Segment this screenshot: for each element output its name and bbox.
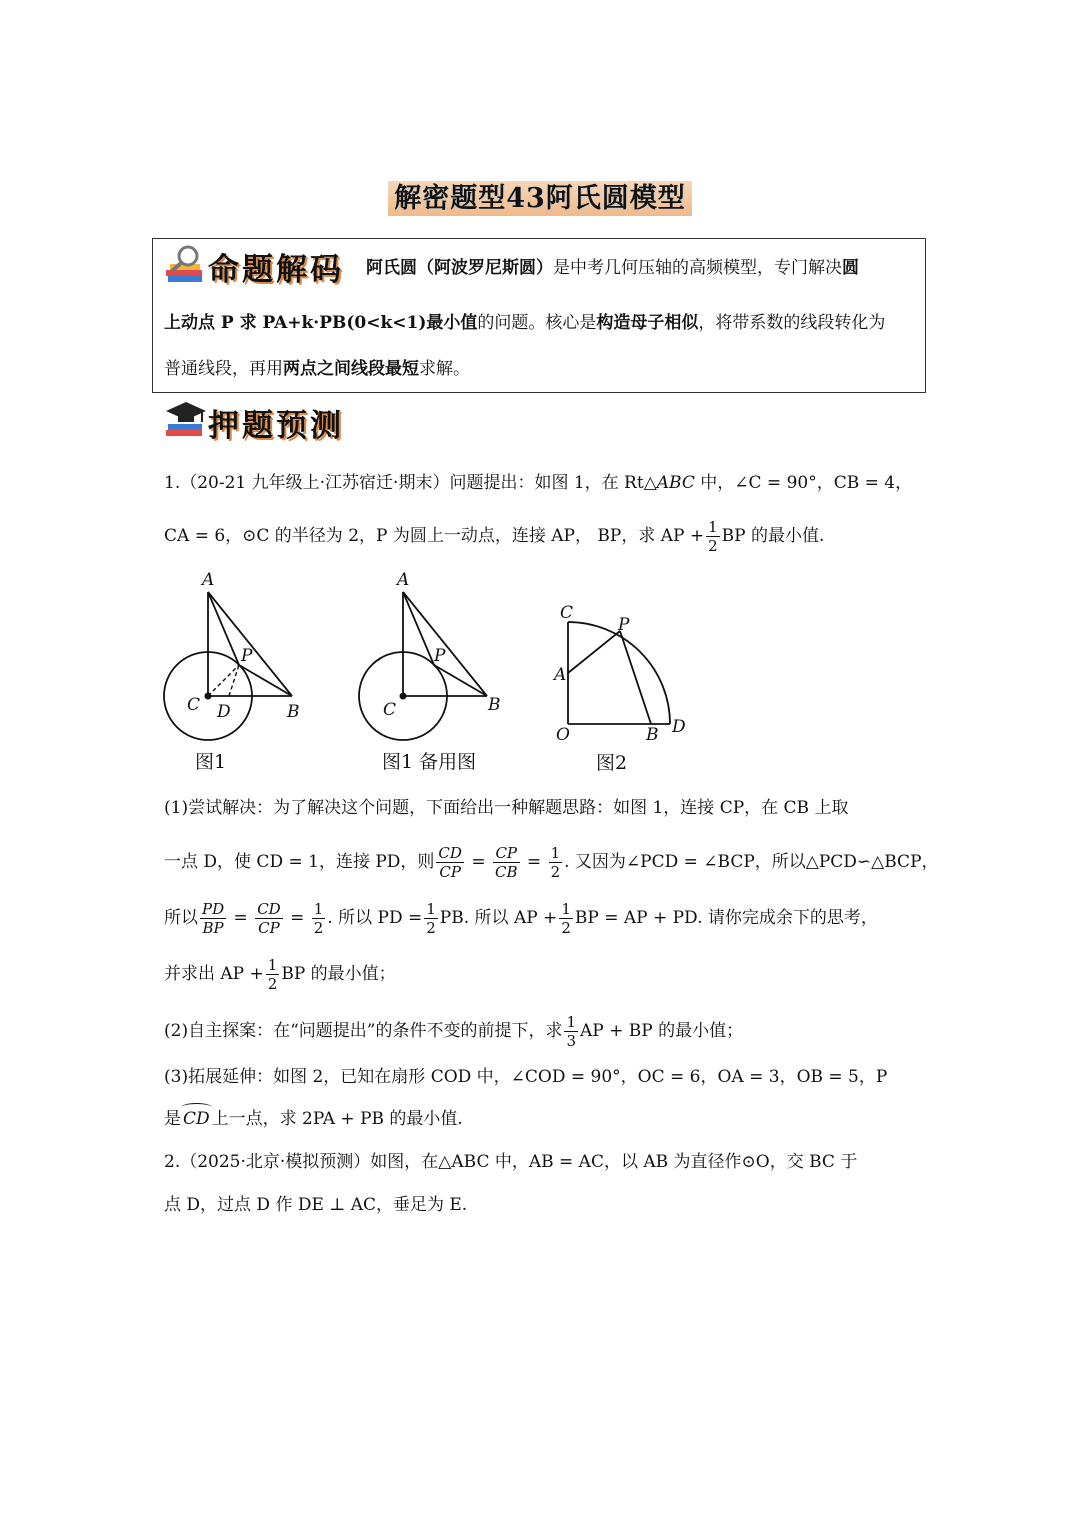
q1-part1-line-4: 并求出 AP + $\frac{1}{2}$ BP 的最小值； <box>164 956 396 993</box>
svg-text:P: P <box>434 646 446 666</box>
badge-title-1: 命题解码 <box>208 252 344 288</box>
badge-icon-1 <box>164 244 208 288</box>
svg-text:A: A <box>202 570 215 590</box>
svg-text:C: C <box>560 603 574 623</box>
svg-text:C: C <box>383 700 397 720</box>
svg-text:B: B <box>488 695 501 715</box>
q1-part1-line-1: (1)尝试解决：为了解决这个问题，下面给出一种解题思路：如图 1，连接 CP，在 CB 上取 <box>164 798 849 818</box>
box-line-3: 普通线段，再用两点之间线段最短求解。 <box>164 359 470 379</box>
box-line-2: 上动点 P 求 PA+k·PB(0<k<1)最小值的问题。核心是构造母子相似，将带系数的线段转化为 <box>164 313 886 333</box>
q1-line-1: 1.（20-21 九年级上·江苏宿迁·期末）问题提出：如图 1，在 Rt△ABC 中，∠C = 90°，CB = 4， <box>164 473 913 493</box>
section-title-2: 押题预测 <box>208 408 344 444</box>
q2-line-2: 点 D，过点 D 作 DE ⊥ AC，垂足为 E. <box>164 1195 468 1215</box>
fig1-caption: 图1 <box>195 751 227 773</box>
graduation-cap-books-icon <box>164 398 208 440</box>
svg-text:B: B <box>287 702 300 722</box>
q2-line-1: 2.（2025·北京·模拟预测）如图，在△ABC 中，AB = AC，以 AB 为直径作⊙O，交 BC 于 <box>164 1152 858 1172</box>
box-line-1: 阿氏圆（阿波罗尼斯圆）是中考几何压轴的高频模型，专门解决圆 <box>366 258 859 278</box>
svg-text:B: B <box>646 725 659 745</box>
q1-line-2: CA = 6，⊙C 的半径为 2，P 为圆上一动点，连接 AP， BP，求 AP + $\frac{1}{2}$ BP 的最小值. <box>164 518 825 555</box>
page-title: 解密题型43阿氏圆模型 <box>0 176 1080 215</box>
svg-text:A: A <box>554 665 567 685</box>
svg-text:D: D <box>217 702 231 722</box>
svg-text:D: D <box>672 717 686 737</box>
svg-text:P: P <box>618 615 630 635</box>
q1-part3-line-1: (3)拓展延伸：如图 2，已知在扇形 COD 中，∠COD = 90°，OC = 6，OA = 3，OB = 5，P <box>164 1067 888 1087</box>
svg-text:O: O <box>556 725 570 745</box>
magnifier-books-icon <box>164 244 208 284</box>
figure-2 <box>548 598 708 772</box>
figure-1 <box>155 565 315 773</box>
svg-text:A: A <box>397 570 410 590</box>
figure-1-backup <box>350 565 510 773</box>
fig2-caption: 图2 <box>596 752 628 774</box>
q1-part2: (2)自主探案：在“问题提出”的条件不变的前提下，求 $\frac{1}{3}$ AP + BP 的最小值； <box>164 1013 744 1050</box>
q1-part3-line-2: 是 CD 上一点，求 2PA + PB 的最小值. <box>164 1106 463 1132</box>
badge-icon-2 <box>164 398 208 444</box>
svg-text:C: C <box>187 695 201 715</box>
svg-text:P: P <box>241 646 253 666</box>
q1-part1-line-3: 所以 $\frac{PD}{BP}$ = $\frac{CD}{CP}$ = $\frac{1}{2}$ . 所以 PD = $\frac{1}{2}$ PB. 所以 AP + $\frac{1}{2}$ BP = AP + PD. 请你完成余下的思考， <box>164 900 878 937</box>
frac-half: $\frac{1}{2}$ <box>708 518 718 555</box>
fig1-backup-caption: 图1 备用图 <box>382 751 477 773</box>
q1-part1-line-2: 一点 D，使 CD = 1，连接 PD，则 $\frac{CD}{CP}$ = $\frac{CP}{CB}$ = $\frac{1}{2}$ . 又因为∠PCD = ∠BCP，所以△PCD∽△BCP， <box>164 844 939 881</box>
